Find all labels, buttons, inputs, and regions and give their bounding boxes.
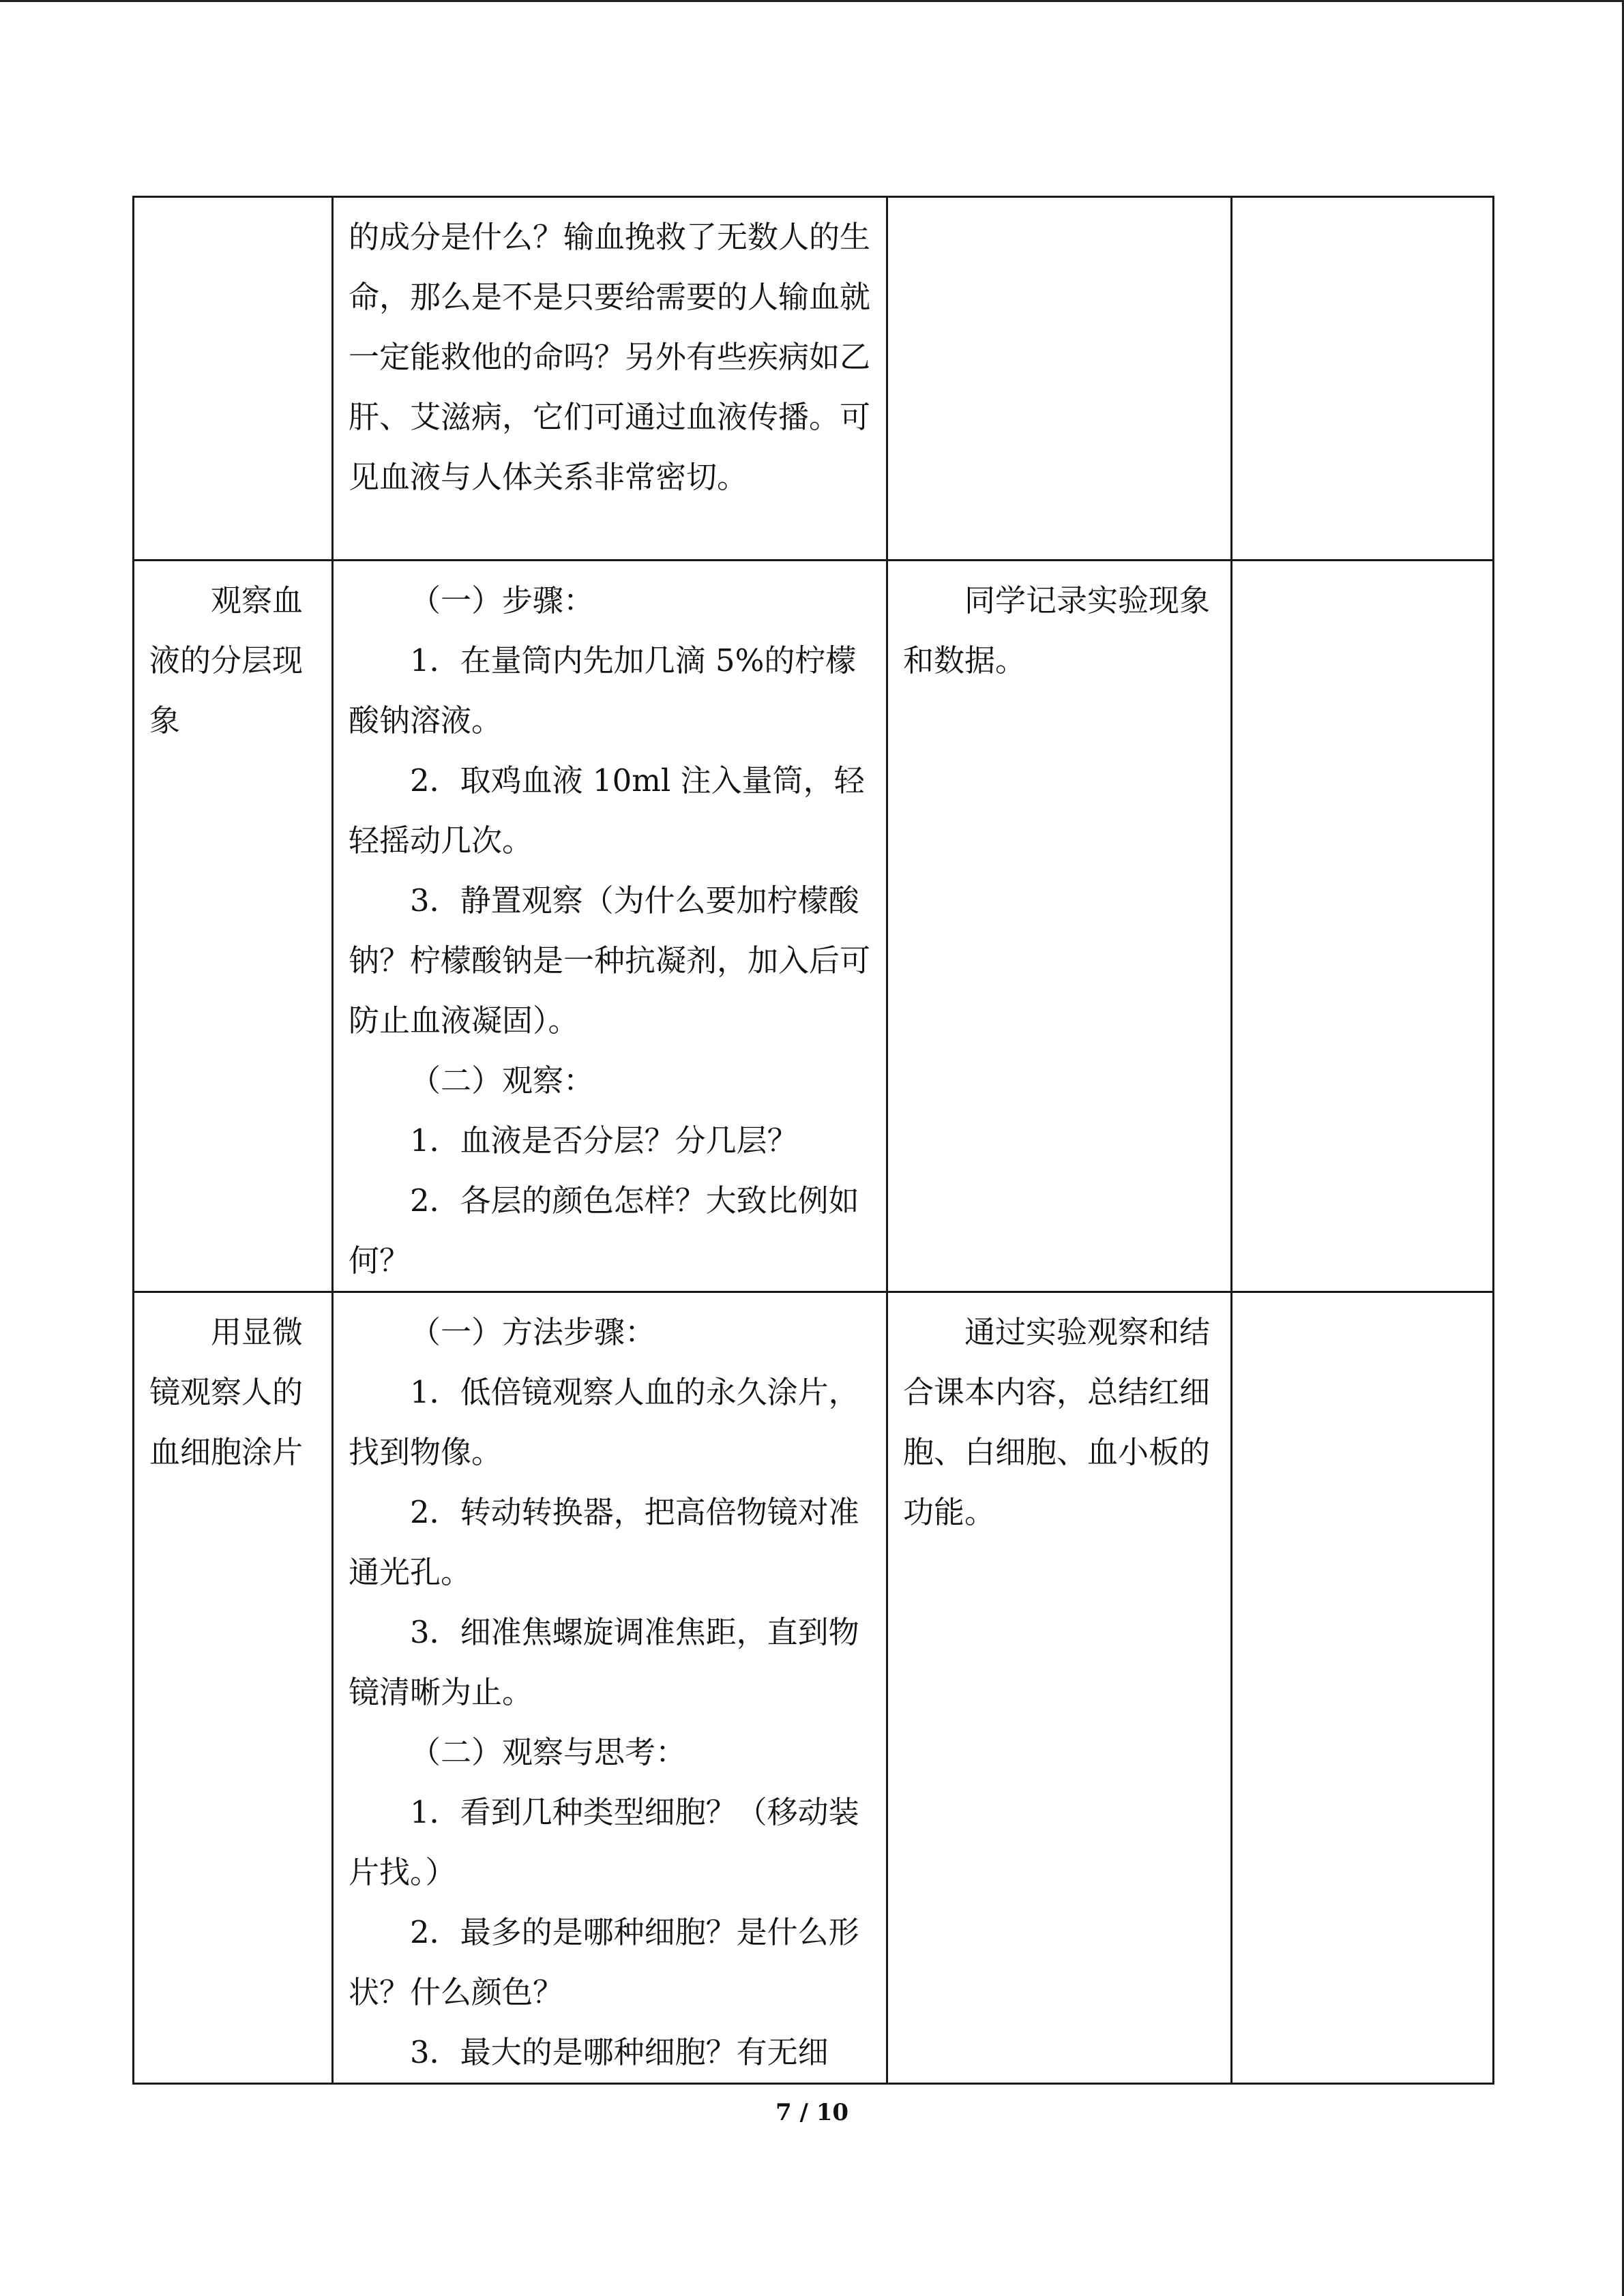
student-cell xyxy=(887,561,1232,1292)
table-row xyxy=(134,561,1494,1292)
teacher-cell xyxy=(333,197,887,561)
activity-cell xyxy=(134,197,333,561)
teacher-paragraph: 的成分是什么？输血挽救了无数人的生命，那么是不是只要给需要的人输血就一定能救他的命吗？另外有些疾病如乙肝、艾滋病，它们可通过血液传播。可见血液与人体关系非常密切。 xyxy=(349,219,871,495)
page-number: 7 / 10 xyxy=(775,2099,849,2126)
teacher-paragraph: 3．细准焦螺旋调准焦距，直到物镜清晰为止。 xyxy=(349,1614,859,1710)
activity-text: 观察血液的分层现象 xyxy=(149,582,304,739)
activity-cell xyxy=(134,1292,333,2084)
notes-cell xyxy=(1232,197,1494,561)
teacher-paragraph: （二）观察： xyxy=(410,1062,595,1099)
teacher-paragraph: 1．看到几种类型细胞？（移动装片找。） xyxy=(349,1794,859,1890)
teacher-paragraph: （一）方法步骤： xyxy=(410,1314,656,1350)
teacher-paragraph: 1．低倍镜观察人血的永久涂片，找到物像。 xyxy=(349,1374,859,1470)
teacher-paragraph: 2．各层的颜色怎样？大致比例如何？ xyxy=(349,1182,859,1279)
page-top-border xyxy=(0,0,1624,2)
student-text: 同学记录实验现象和数据。 xyxy=(903,582,1211,679)
notes-cell xyxy=(1232,561,1494,1292)
teacher-paragraph: （二）观察与思考： xyxy=(410,1734,687,1770)
student-cell xyxy=(887,1292,1232,2084)
activity-cell xyxy=(134,561,333,1292)
teacher-paragraph: 2．转动转换器，把高倍物镜对准通光孔。 xyxy=(349,1494,859,1590)
teacher-paragraph: 1．血液是否分层？分几层？ xyxy=(410,1122,798,1159)
lesson-plan-table xyxy=(132,196,1494,2085)
teacher-paragraph: 2．取鸡血液 10ml 注入量筒，轻轻摇动几次。 xyxy=(349,762,865,859)
teacher-paragraph: （一）步骤： xyxy=(410,582,595,618)
student-text: 通过实验观察和结合课本内容，总结红细胞、白细胞、血小板的功能。 xyxy=(903,1314,1211,1530)
teacher-paragraph: 3．最大的是哪种细胞？有无细 xyxy=(410,2034,829,2070)
teacher-paragraph: 1．在量筒内先加几滴 5%的柠檬酸钠溶液。 xyxy=(349,642,857,739)
notes-cell xyxy=(1232,1292,1494,2084)
table-row xyxy=(134,197,1494,561)
teacher-cell xyxy=(333,1292,887,2084)
teacher-paragraph: 2．最多的是哪种细胞？是什么形状？什么颜色？ xyxy=(349,1914,859,2010)
table-row xyxy=(134,1292,1494,2084)
teacher-paragraph: 3．静置观察（为什么要加柠檬酸钠？柠檬酸钠是一种抗凝剂，加入后可防止血液凝固）。 xyxy=(349,882,871,1039)
teacher-cell xyxy=(333,561,887,1292)
student-cell xyxy=(887,197,1232,561)
activity-text: 用显微镜观察人的血细胞涂片 xyxy=(149,1314,304,1470)
